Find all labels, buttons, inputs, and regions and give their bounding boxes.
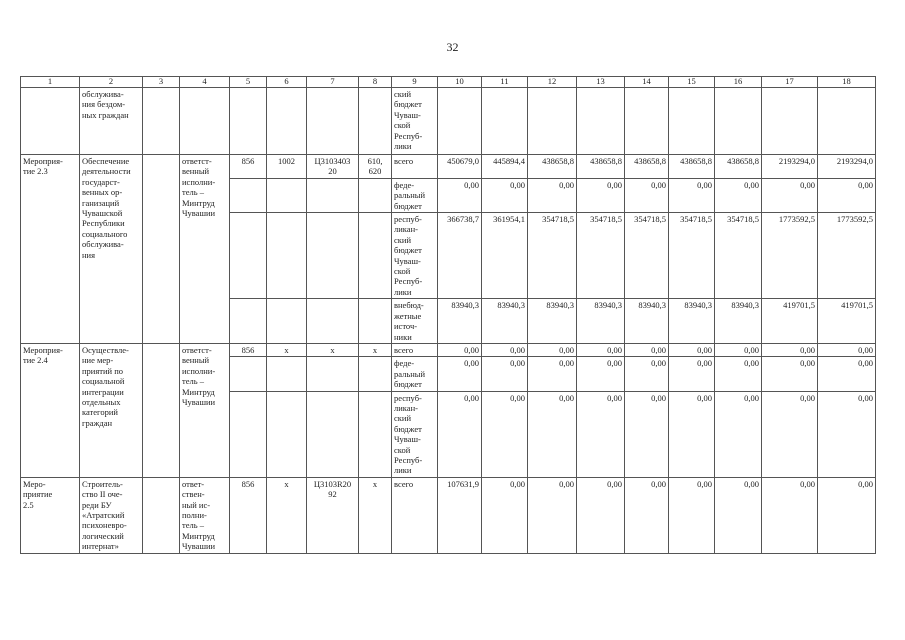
column-header: 6	[267, 77, 307, 88]
amount-value: 83940,3	[528, 299, 577, 344]
table-cell	[577, 88, 625, 155]
table-cell	[438, 88, 482, 155]
continuation-row	[21, 88, 876, 155]
amount-value: 354718,5	[528, 213, 577, 299]
table-cell	[267, 357, 307, 391]
expense-type-code: х	[359, 343, 392, 356]
amount-value: 83940,3	[625, 299, 669, 344]
amount-value: 0,00	[482, 391, 528, 477]
amount-value: 354718,5	[577, 213, 625, 299]
measure-name: Обеспечение деятельности государст- венных ор- ганизаций Чувашской Республики социального обслужива- ния	[80, 155, 143, 344]
amount-value: 0,00	[438, 343, 482, 356]
amount-value: 445894,4	[482, 155, 528, 179]
amount-value: 0,00	[818, 477, 876, 553]
column-header: 17	[762, 77, 818, 88]
section-code: х	[267, 477, 307, 553]
table-cell	[307, 357, 359, 391]
amount-value: 0,00	[625, 343, 669, 356]
amount-value: 438658,8	[528, 155, 577, 179]
amount-value: 419701,5	[762, 299, 818, 344]
column-header: 9	[392, 77, 438, 88]
funding-source: внебюд- жетные источ- ники	[392, 299, 438, 344]
grbs-code: 856	[230, 155, 267, 179]
table-cell	[143, 88, 180, 155]
amount-value: 438658,8	[625, 155, 669, 179]
amount-value: 0,00	[715, 343, 762, 356]
table-cell	[267, 178, 307, 212]
table-cell	[669, 88, 715, 155]
amount-value: 0,00	[438, 178, 482, 212]
amount-value: 0,00	[625, 178, 669, 212]
funding-source: всего	[392, 477, 438, 553]
column-header: 14	[625, 77, 669, 88]
amount-value: 0,00	[528, 477, 577, 553]
amount-value: 83940,3	[669, 299, 715, 344]
table-cell	[818, 88, 876, 155]
measure-id: Мероприя- тие 2.3	[21, 155, 80, 344]
amount-value: 0,00	[715, 178, 762, 212]
responsible-executor: ответст- венный исполни- тель – Минтруд Чувашии	[180, 155, 230, 344]
amount-value: 0,00	[818, 357, 876, 391]
column-header: 4	[180, 77, 230, 88]
amount-value: 83940,3	[482, 299, 528, 344]
page-number: 32	[446, 40, 459, 54]
table-cell	[267, 299, 307, 344]
table-cell	[143, 155, 180, 344]
table-cell	[143, 343, 180, 477]
funding-source: респуб- ликан- ский бюджет Чуваш- ской Респуб- лики	[392, 213, 438, 299]
amount-value: 438658,8	[715, 155, 762, 179]
amount-value: 0,00	[482, 357, 528, 391]
table-cell	[230, 391, 267, 477]
amount-value: 0,00	[715, 391, 762, 477]
amount-value: 0,00	[625, 357, 669, 391]
amount-value: 83940,3	[715, 299, 762, 344]
section-code: 1002	[267, 155, 307, 179]
target-article-code: Ц3103R20 92	[307, 477, 359, 553]
table-cell	[307, 299, 359, 344]
amount-value: 0,00	[528, 357, 577, 391]
amount-value: 0,00	[577, 357, 625, 391]
table-row	[21, 343, 876, 356]
table-cell	[21, 88, 80, 155]
amount-value: 83940,3	[438, 299, 482, 344]
amount-value: 0,00	[669, 357, 715, 391]
amount-value: 366738,7	[438, 213, 482, 299]
target-article-code: х	[307, 343, 359, 356]
amount-value: 0,00	[818, 343, 876, 356]
funding-source: ский бюджет Чуваш- ской Респуб- лики	[392, 88, 438, 155]
amount-value: 0,00	[577, 391, 625, 477]
table-cell	[230, 213, 267, 299]
funding-source: феде- ральный бюджет	[392, 357, 438, 391]
column-header: 5	[230, 77, 267, 88]
table-cell	[359, 391, 392, 477]
table-cell	[180, 88, 230, 155]
amount-value: 2193294,0	[762, 155, 818, 179]
amount-value: 1773592,5	[818, 213, 876, 299]
section-code: х	[267, 343, 307, 356]
table-cell	[625, 88, 669, 155]
amount-value: 0,00	[818, 391, 876, 477]
column-header: 11	[482, 77, 528, 88]
amount-value: 0,00	[715, 357, 762, 391]
amount-value: 0,00	[577, 178, 625, 212]
amount-value: 0,00	[482, 477, 528, 553]
column-header: 12	[528, 77, 577, 88]
amount-value: 0,00	[818, 178, 876, 212]
amount-value: 419701,5	[818, 299, 876, 344]
column-header: 10	[438, 77, 482, 88]
grbs-code: 856	[230, 343, 267, 356]
column-header: 15	[669, 77, 715, 88]
amount-value: 0,00	[438, 357, 482, 391]
table-cell	[715, 88, 762, 155]
funding-source: феде- ральный бюджет	[392, 178, 438, 212]
table-cell	[230, 88, 267, 155]
column-header: 3	[143, 77, 180, 88]
table-cell	[359, 178, 392, 212]
table-cell	[267, 391, 307, 477]
amount-value: 0,00	[482, 343, 528, 356]
amount-value: 0,00	[762, 477, 818, 553]
amount-value: 450679,0	[438, 155, 482, 179]
amount-value: 354718,5	[715, 213, 762, 299]
funding-source: всего	[392, 343, 438, 356]
column-header: 13	[577, 77, 625, 88]
amount-value: 0,00	[577, 477, 625, 553]
amount-value: 0,00	[438, 391, 482, 477]
table-row	[21, 155, 876, 179]
measure-name: Осуществле- ние мер- приятий по социальной интеграции отдельных категорий граждан	[80, 343, 143, 477]
table-cell	[359, 299, 392, 344]
column-header: 1	[21, 77, 80, 88]
table-cell	[307, 178, 359, 212]
responsible-executor: ответст- венный исполни- тель – Минтруд Чувашии	[180, 343, 230, 477]
amount-value: 0,00	[625, 477, 669, 553]
responsible-executor: ответ- ствен- ный ис- полни- тель – Минтруд Чувашии	[180, 477, 230, 553]
table-cell	[359, 88, 392, 155]
table-cell	[762, 88, 818, 155]
table-cell	[307, 391, 359, 477]
table-cell	[230, 357, 267, 391]
amount-value: 0,00	[577, 343, 625, 356]
amount-value: 2193294,0	[818, 155, 876, 179]
column-header: 18	[818, 77, 876, 88]
table-cell	[359, 213, 392, 299]
table-cell	[230, 299, 267, 344]
amount-value: 0,00	[762, 391, 818, 477]
amount-value: 1773592,5	[762, 213, 818, 299]
table-cell	[230, 178, 267, 212]
measure-id: Мероприя- тие 2.4	[21, 343, 80, 477]
amount-value: 0,00	[528, 178, 577, 212]
amount-value: 0,00	[762, 178, 818, 212]
header-row	[21, 77, 876, 88]
column-header: 16	[715, 77, 762, 88]
amount-value: 0,00	[762, 343, 818, 356]
table-row	[21, 477, 876, 553]
amount-value: 0,00	[625, 391, 669, 477]
amount-value: 354718,5	[625, 213, 669, 299]
funding-source: всего	[392, 155, 438, 179]
amount-value: 0,00	[715, 477, 762, 553]
amount-value: 361954,1	[482, 213, 528, 299]
amount-value: 0,00	[669, 391, 715, 477]
amount-value: 438658,8	[669, 155, 715, 179]
table-cell	[267, 213, 307, 299]
budget-table	[20, 76, 876, 554]
amount-value: 0,00	[669, 477, 715, 553]
table-cell	[482, 88, 528, 155]
measure-name: обслужива- ния бездом- ных граждан	[80, 88, 143, 155]
amount-value: 0,00	[482, 178, 528, 212]
amount-value: 107631,9	[438, 477, 482, 553]
amount-value: 354718,5	[669, 213, 715, 299]
expense-type-code: 610, 620	[359, 155, 392, 179]
target-article-code: Ц3103403 20	[307, 155, 359, 179]
amount-value: 0,00	[669, 343, 715, 356]
grbs-code: 856	[230, 477, 267, 553]
amount-value: 0,00	[669, 178, 715, 212]
amount-value: 0,00	[528, 391, 577, 477]
amount-value: 83940,3	[577, 299, 625, 344]
amount-value: 438658,8	[577, 155, 625, 179]
column-header: 7	[307, 77, 359, 88]
column-header: 8	[359, 77, 392, 88]
measure-name: Строитель- ство II оче- реди БУ «Атратский психоневро- логический интернат»	[80, 477, 143, 553]
table-cell	[307, 213, 359, 299]
table-cell	[359, 357, 392, 391]
funding-source: респуб- ликан- ский бюджет Чуваш- ской Респуб- лики	[392, 391, 438, 477]
table-cell	[528, 88, 577, 155]
column-header: 2	[80, 77, 143, 88]
amount-value: 0,00	[528, 343, 577, 356]
amount-value: 0,00	[762, 357, 818, 391]
table-cell	[267, 88, 307, 155]
table-cell	[307, 88, 359, 155]
table-cell	[143, 477, 180, 553]
measure-id: Меро- приятие 2.5	[21, 477, 80, 553]
expense-type-code: х	[359, 477, 392, 553]
